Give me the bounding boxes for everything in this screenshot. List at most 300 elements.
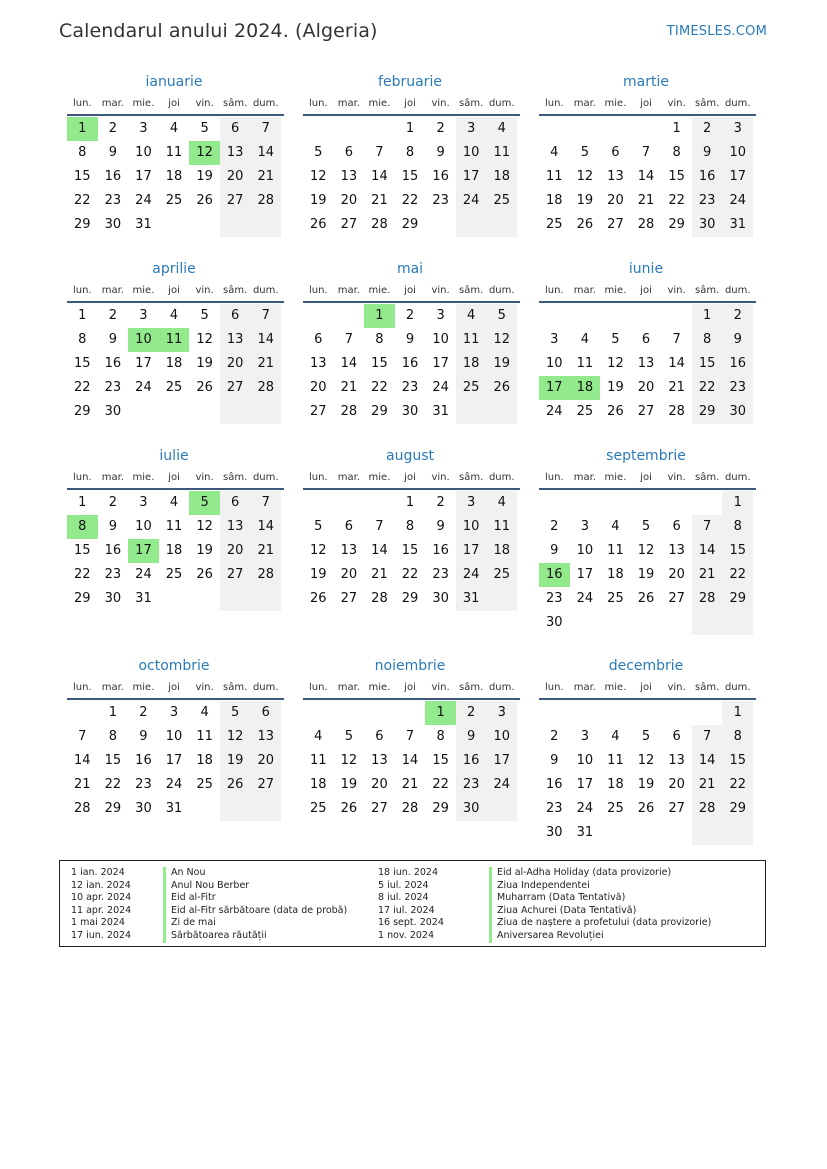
day-cell: 19 [637, 567, 655, 582]
day-cell: 15 [371, 356, 388, 371]
weekday-header [303, 279, 517, 301]
day-cell: 29 [432, 801, 449, 816]
empty-cell [303, 304, 334, 328]
week-row [303, 352, 517, 376]
day-cell: 11 [607, 543, 624, 558]
day-cell: 30 [104, 591, 122, 606]
day-cell: 6 [611, 145, 620, 160]
day-cell: 10 [456, 515, 487, 539]
day-cell: 12 [637, 543, 655, 558]
day-cell: 15 [692, 352, 723, 376]
day-cell: 6 [314, 332, 323, 347]
day-cell: 12 [196, 332, 213, 347]
empty-cell [631, 701, 662, 725]
day-cell: 3 [139, 308, 148, 323]
day-cell: 13 [607, 169, 624, 184]
day-cell: 29 [401, 591, 419, 606]
month-name: octombrie [138, 658, 210, 674]
week-row [67, 491, 281, 515]
day-cell: 22 [74, 193, 91, 208]
header-rule [539, 301, 756, 303]
day-cell: 13 [668, 753, 685, 768]
day-cell: 23 [546, 591, 563, 606]
weekday-label: lun. [544, 471, 564, 483]
day-cell: 8 [405, 145, 415, 160]
week-row [67, 165, 281, 189]
week-row [539, 821, 753, 845]
empty-cell [250, 213, 281, 237]
weekday-label: joi [168, 284, 180, 296]
day-cell: 9 [108, 145, 117, 160]
month-mai [297, 259, 517, 424]
day-cell: 30 [692, 213, 723, 237]
month-name: iulie [159, 448, 189, 464]
day-cell: 31 [456, 587, 487, 611]
week-row [539, 539, 753, 563]
day-cell: 9 [405, 332, 415, 347]
empty-cell [456, 213, 487, 237]
week-row [67, 587, 281, 611]
day-cell: 23 [104, 193, 122, 208]
week-row [539, 165, 753, 189]
day-cell: 25 [576, 404, 594, 419]
week-row [539, 749, 753, 773]
day-cell: 22 [722, 773, 753, 797]
weekday-label: vin. [667, 681, 686, 693]
day-cell: 24 [576, 801, 594, 816]
day-cell: 15 [104, 753, 122, 768]
week-row [67, 515, 281, 539]
month-decembrie [533, 656, 753, 845]
month-februarie [297, 72, 517, 237]
day-cell: 2 [692, 117, 723, 141]
week-row [303, 165, 517, 189]
day-cell: 24 [135, 567, 152, 582]
empty-cell [334, 117, 365, 141]
day-cell: 7 [250, 304, 281, 328]
day-cell: 20 [371, 777, 388, 792]
weekday-label: mie. [368, 97, 391, 109]
holiday-date: 17 iul. 2024 [378, 904, 435, 916]
day-cell: 16 [401, 356, 419, 371]
day-cell: 21 [668, 380, 685, 395]
day-cell: 4 [169, 495, 179, 510]
brand-link[interactable]: TIMESLES.COM [666, 24, 767, 39]
empty-cell [692, 821, 723, 845]
day-cell: 31 [722, 213, 753, 237]
day-cell: 29 [401, 217, 419, 232]
empty-cell [456, 400, 487, 424]
empty-cell [364, 491, 395, 515]
day-cell: 23 [104, 380, 122, 395]
empty-cell [600, 304, 631, 328]
day-cell: 23 [546, 801, 563, 816]
week-row [539, 491, 753, 515]
day-cell: 2 [436, 495, 445, 510]
day-cell: 29 [692, 400, 723, 424]
day-cell: 27 [668, 591, 685, 606]
empty-cell [631, 611, 662, 635]
holiday-date: 8 iul. 2024 [378, 892, 429, 904]
weekday-label: sâm. [223, 97, 248, 109]
month-name: iunie [628, 261, 664, 277]
weekday-label: joi [640, 471, 652, 483]
day-cell: 20 [310, 380, 327, 395]
day-cell: 11 [165, 519, 183, 534]
week-row [539, 141, 753, 165]
day-cell: 24 [546, 404, 563, 419]
day-cell: 20 [220, 165, 251, 189]
day-cell: 30 [135, 801, 152, 816]
weekday-label: joi [404, 284, 416, 296]
day-cell: 7 [78, 729, 87, 744]
week-row [539, 213, 753, 237]
week-row [303, 491, 517, 515]
day-cell: 14 [250, 515, 281, 539]
empty-cell [250, 400, 281, 424]
header-rule [67, 488, 284, 490]
day-cell: 29 [668, 217, 685, 232]
day-cell: 5 [611, 332, 620, 347]
week-row [303, 539, 517, 563]
day-cell: 27 [637, 404, 655, 419]
day-cell: 28 [668, 404, 685, 419]
day-cell: 7 [250, 117, 281, 141]
day-cell: 11 [165, 145, 183, 160]
day-cell: 10 [722, 141, 753, 165]
day-cell: 12 [220, 725, 251, 749]
day-cell: 21 [340, 380, 358, 395]
holiday-entry [378, 880, 758, 893]
day-cell: 24 [456, 563, 487, 587]
day-cell: 10 [135, 519, 152, 534]
empty-cell [189, 213, 220, 237]
weekday-label: mar. [101, 97, 124, 109]
day-cell: 19 [486, 352, 517, 376]
day-cell: 31 [135, 591, 152, 606]
empty-cell [631, 821, 662, 845]
empty-cell [692, 611, 723, 635]
day-cell: 17 [576, 777, 594, 792]
week-row [67, 725, 281, 749]
day-cell: 6 [220, 304, 251, 328]
day-cell: 10 [165, 729, 183, 744]
holiday-entry [71, 930, 371, 943]
day-cell: 23 [432, 193, 449, 208]
day-cell: 10 [546, 356, 563, 371]
day-cell: 24 [486, 773, 517, 797]
day-cell: 14 [371, 543, 388, 558]
weekday-label: mie. [368, 284, 391, 296]
week-row [539, 304, 753, 328]
day-cell: 24 [456, 189, 487, 213]
weekday-label: dum. [724, 471, 751, 483]
day-cell: 16 [432, 169, 449, 184]
weekday-header [67, 279, 281, 301]
weekday-label: joi [640, 681, 652, 693]
weekday-label: sâm. [223, 681, 248, 693]
weekday-label: sâm. [223, 471, 248, 483]
day-cell: 28 [371, 591, 388, 606]
day-cell: 29 [371, 404, 388, 419]
day-cell: 3 [722, 117, 753, 141]
day-cell: 8 [78, 145, 87, 160]
header-rule [303, 301, 520, 303]
weekday-label: mie. [604, 97, 627, 109]
week-row [67, 304, 281, 328]
day-cell: 26 [576, 217, 594, 232]
day-cell-holiday: 5 [189, 491, 220, 515]
day-cell: 5 [200, 308, 209, 323]
day-cell: 17 [456, 165, 487, 189]
month-august [297, 446, 517, 611]
day-cell: 21 [250, 352, 281, 376]
holiday-entry [71, 867, 371, 880]
day-cell: 4 [456, 304, 487, 328]
day-cell: 18 [165, 356, 183, 371]
holiday-list-left [71, 867, 371, 943]
day-cell: 19 [196, 543, 213, 558]
week-row [303, 304, 517, 328]
day-cell: 27 [607, 217, 624, 232]
day-cell: 14 [637, 169, 655, 184]
holiday-name: Anul Nou Berber [163, 880, 249, 893]
day-cell: 21 [371, 567, 388, 582]
week-row [303, 797, 517, 821]
empty-cell [303, 701, 334, 725]
empty-cell [539, 491, 570, 515]
day-cell: 21 [250, 165, 281, 189]
holiday-name: An Nou [163, 867, 205, 880]
day-cell: 19 [310, 567, 327, 582]
holiday-name: Zi de mai [163, 917, 216, 930]
weekday-label: lun. [544, 97, 564, 109]
day-cell: 6 [344, 145, 353, 160]
weekday-header [539, 92, 753, 114]
weekday-label: vin. [431, 284, 450, 296]
day-cell: 18 [165, 169, 183, 184]
day-cell: 27 [668, 801, 685, 816]
page-title: Calendarul anului 2024. (Algeria) [59, 20, 378, 42]
day-cell: 31 [432, 404, 449, 419]
day-cell: 9 [550, 543, 559, 558]
day-cell: 27 [250, 773, 281, 797]
weekday-label: lun. [72, 97, 92, 109]
day-cell: 20 [668, 567, 685, 582]
day-cell: 9 [108, 519, 117, 534]
empty-cell [303, 117, 334, 141]
day-cell: 27 [220, 189, 251, 213]
week-row [539, 400, 753, 424]
day-cell: 25 [456, 376, 487, 400]
day-cell: 12 [310, 169, 327, 184]
holiday-name: Sărbătoarea răutății [163, 930, 267, 943]
weekday-label: dum. [488, 681, 515, 693]
day-cell: 14 [668, 356, 685, 371]
weekday-label: dum. [488, 471, 515, 483]
day-cell: 26 [220, 773, 251, 797]
day-cell: 24 [135, 380, 152, 395]
day-cell: 3 [169, 705, 179, 720]
week-row [303, 141, 517, 165]
day-cell: 5 [314, 519, 323, 534]
day-cell: 23 [456, 773, 487, 797]
week-row [303, 587, 517, 611]
empty-cell [661, 821, 692, 845]
day-cell: 2 [108, 121, 117, 136]
day-cell: 28 [250, 563, 281, 587]
month-martie [533, 72, 753, 237]
weekday-label: vin. [667, 471, 686, 483]
weekday-label: mar. [337, 284, 360, 296]
day-cell: 11 [607, 753, 624, 768]
month-aprilie [61, 259, 281, 424]
day-cell: 5 [314, 145, 323, 160]
weekday-label: joi [168, 471, 180, 483]
month-name: mai [396, 261, 424, 277]
weekday-label: lun. [72, 681, 92, 693]
day-cell: 5 [486, 304, 517, 328]
day-cell: 15 [722, 749, 753, 773]
weekday-header [67, 676, 281, 698]
day-cell: 1 [722, 491, 753, 515]
holiday-entry [378, 892, 758, 905]
day-cell: 26 [196, 193, 213, 208]
empty-cell [722, 821, 753, 845]
weekday-header [67, 466, 281, 488]
day-cell: 18 [486, 165, 517, 189]
day-cell: 22 [371, 380, 388, 395]
day-cell: 19 [310, 193, 327, 208]
day-cell: 12 [607, 356, 624, 371]
empty-cell [189, 587, 220, 611]
day-cell: 18 [456, 352, 487, 376]
month-name: noiembrie [374, 658, 446, 674]
day-cell: 28 [692, 587, 723, 611]
day-cell-holiday: 17 [539, 376, 570, 400]
day-cell: 27 [340, 591, 358, 606]
day-cell: 4 [200, 705, 209, 720]
day-cell: 10 [432, 332, 449, 347]
day-cell: 2 [722, 304, 753, 328]
day-cell: 6 [672, 729, 681, 744]
weekday-label: mie. [604, 681, 627, 693]
day-cell: 25 [607, 591, 624, 606]
day-cell: 6 [220, 491, 251, 515]
header-rule [539, 698, 756, 700]
day-cell: 20 [637, 380, 655, 395]
day-cell: 22 [692, 376, 723, 400]
day-cell: 17 [722, 165, 753, 189]
day-cell: 30 [722, 400, 753, 424]
empty-cell [486, 400, 517, 424]
empty-cell [220, 587, 251, 611]
weekday-label: sâm. [695, 97, 720, 109]
header-rule [303, 698, 520, 700]
day-cell: 21 [250, 539, 281, 563]
day-cell: 7 [375, 519, 384, 534]
day-cell: 9 [692, 141, 723, 165]
holiday-date: 1 nov. 2024 [378, 929, 434, 941]
weekday-label: dum. [488, 284, 515, 296]
day-cell: 28 [692, 797, 723, 821]
day-cell: 14 [692, 749, 723, 773]
day-cell: 17 [135, 356, 152, 371]
empty-cell [600, 491, 631, 515]
day-cell: 17 [165, 753, 183, 768]
day-cell-holiday: 12 [189, 141, 220, 165]
day-cell-holiday: 18 [570, 376, 601, 400]
day-cell: 18 [196, 753, 213, 768]
day-cell: 18 [165, 543, 183, 558]
day-cell: 7 [405, 729, 415, 744]
day-cell: 21 [637, 193, 655, 208]
weekday-label: lun. [308, 97, 328, 109]
day-cell: 4 [580, 332, 589, 347]
day-cell: 13 [220, 515, 251, 539]
day-cell: 23 [692, 189, 723, 213]
day-cell: 6 [375, 729, 384, 744]
day-cell: 3 [486, 701, 517, 725]
day-cell: 14 [340, 356, 358, 371]
month-name: aprilie [152, 261, 196, 277]
weekday-label: lun. [308, 284, 328, 296]
day-cell: 15 [432, 753, 449, 768]
day-cell-holiday: 1 [67, 117, 98, 141]
week-row [539, 725, 753, 749]
day-cell: 5 [641, 729, 651, 744]
empty-cell [631, 491, 662, 515]
day-cell: 25 [310, 801, 327, 816]
day-cell: 8 [692, 328, 723, 352]
day-cell: 29 [722, 797, 753, 821]
week-row [67, 376, 281, 400]
day-cell: 21 [692, 563, 723, 587]
weekday-label: vin. [431, 471, 450, 483]
day-cell: 4 [611, 729, 620, 744]
weekday-label: vin. [431, 681, 450, 693]
day-cell: 19 [196, 169, 213, 184]
month-octombrie [61, 656, 281, 821]
day-cell: 6 [672, 519, 681, 534]
week-row [67, 539, 281, 563]
day-cell: 19 [576, 193, 594, 208]
day-cell: 29 [74, 404, 91, 419]
holiday-entry [378, 905, 758, 918]
day-cell: 7 [641, 145, 651, 160]
day-cell: 7 [250, 491, 281, 515]
week-row [67, 749, 281, 773]
month-name: ianuarie [145, 74, 203, 90]
weekday-label: sâm. [223, 284, 248, 296]
header-rule [67, 301, 284, 303]
day-cell: 1 [692, 304, 723, 328]
month-iulie [61, 446, 281, 611]
day-cell: 28 [371, 217, 388, 232]
day-cell: 25 [486, 189, 517, 213]
day-cell: 13 [310, 356, 327, 371]
day-cell: 14 [250, 141, 281, 165]
weekday-label: joi [168, 97, 180, 109]
week-row [67, 400, 281, 424]
day-cell: 20 [220, 352, 251, 376]
holiday-legend [59, 860, 766, 947]
empty-cell [364, 117, 395, 141]
empty-cell [570, 701, 601, 725]
week-row [67, 117, 281, 141]
day-cell: 27 [371, 801, 388, 816]
week-row [539, 611, 753, 635]
